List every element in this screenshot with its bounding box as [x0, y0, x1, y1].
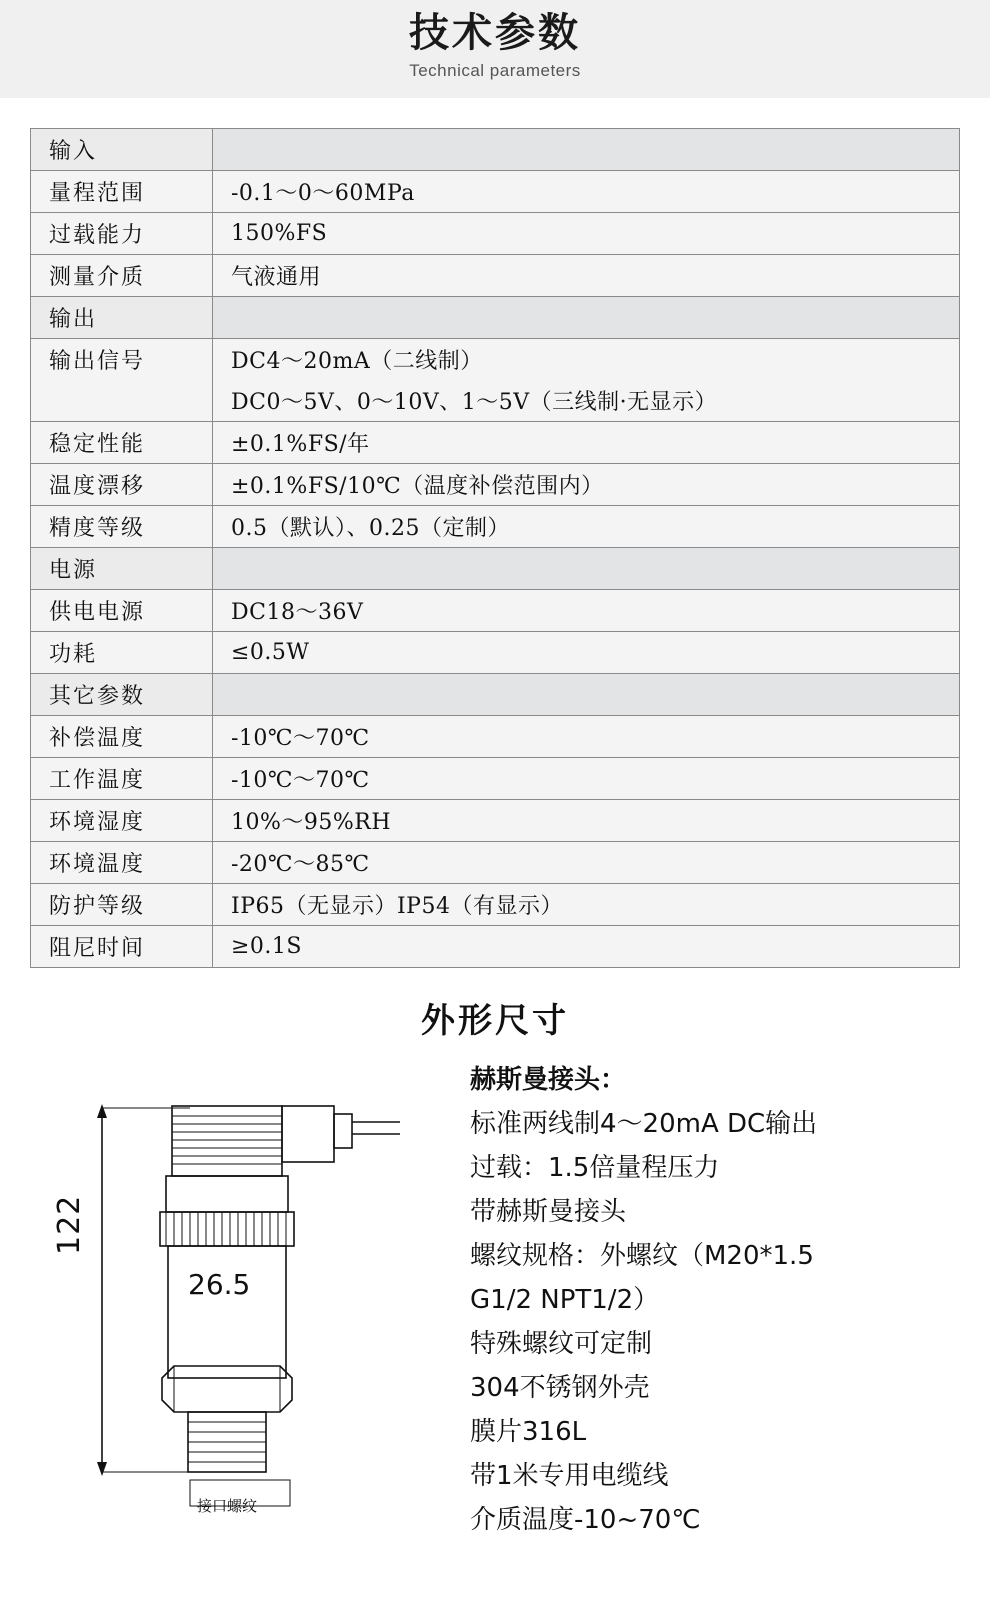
table-row	[31, 171, 960, 213]
description-line: 304不锈钢外壳	[470, 1373, 650, 1403]
param-value: 10%～95%RH	[213, 800, 960, 842]
table-row	[31, 464, 960, 506]
table-row	[31, 842, 960, 884]
param-value: ±0.1%FS/年	[213, 422, 960, 464]
param-value: -20℃～85℃	[213, 842, 960, 884]
param-value: 0.5（默认）、0.25（定制）	[213, 506, 960, 548]
table-row	[31, 758, 960, 800]
param-value: DC18～36V	[213, 590, 960, 632]
param-label: 量程范围	[31, 171, 213, 213]
description-line: 带赫斯曼接头	[470, 1197, 627, 1227]
param-value: -10℃～70℃	[213, 758, 960, 800]
table-row	[31, 297, 960, 339]
spec-table-container	[30, 128, 960, 968]
param-value: 气液通用	[213, 255, 960, 297]
description-line: 赫斯曼接头：	[470, 1065, 627, 1095]
dimensions-title: 外形尺寸	[421, 1001, 569, 1041]
description-line: 介质温度-10~70℃	[470, 1505, 701, 1535]
param-value: ≥0.1S	[213, 926, 960, 968]
thread-callout-label: 接口螺纹	[197, 1497, 258, 1515]
param-label: 电源	[31, 548, 213, 590]
table-row	[31, 674, 960, 716]
param-value: ±0.1%FS/10℃（温度补偿范围内）	[213, 464, 960, 506]
param-label: 补偿温度	[31, 716, 213, 758]
param-label: 精度等级	[31, 506, 213, 548]
param-label: 供电电源	[31, 590, 213, 632]
param-value	[213, 674, 960, 716]
param-label: 工作温度	[31, 758, 213, 800]
table-row	[31, 884, 960, 926]
param-label: 输出信号	[31, 339, 213, 381]
description-line: 带1米专用电缆线	[470, 1461, 669, 1491]
param-value: DC4～20mA（二线制）	[213, 339, 960, 381]
diameter-dimension-label: 26.5	[188, 1268, 251, 1301]
page-subtitle: Technical parameters	[409, 61, 581, 80]
param-label: 稳定性能	[31, 422, 213, 464]
param-value	[213, 548, 960, 590]
param-label: 防护等级	[31, 884, 213, 926]
param-value: IP65（无显示）IP54（有显示）	[213, 884, 960, 926]
description-line: G1/2 NPT1/2）	[470, 1285, 660, 1315]
sensor-outline-svg	[40, 1090, 440, 1530]
description-line: 螺纹规格：外螺纹（M20*1.5	[470, 1241, 814, 1271]
param-value: -0.1～0～60MPa	[213, 171, 960, 213]
param-label: 功耗	[31, 632, 213, 674]
param-value-continued: DC0～5V、0～10V、1～5V（三线制·无显示）	[213, 380, 960, 422]
height-dimension-label: 122	[52, 1194, 87, 1255]
table-row	[31, 506, 960, 548]
page-header	[0, 0, 990, 98]
table-row	[31, 129, 960, 171]
param-label: 其它参数	[31, 674, 213, 716]
product-description-list	[470, 1058, 970, 1542]
table-row	[31, 716, 960, 758]
param-label: 温度漂移	[31, 464, 213, 506]
page-title: 技术参数	[409, 10, 581, 56]
param-label: 环境湿度	[31, 800, 213, 842]
table-row	[31, 213, 960, 255]
param-label-continued	[31, 380, 213, 422]
param-value: -10℃～70℃	[213, 716, 960, 758]
description-line: 特殊螺纹可定制	[470, 1329, 653, 1359]
table-row	[31, 926, 960, 968]
table-row	[31, 422, 960, 464]
technical-parameters-table	[30, 128, 960, 968]
param-label: 输出	[31, 297, 213, 339]
product-dimension-drawing	[40, 1090, 440, 1530]
param-label: 过载能力	[31, 213, 213, 255]
param-label: 输入	[31, 129, 213, 171]
table-row	[31, 590, 960, 632]
param-value	[213, 297, 960, 339]
param-label: 环境温度	[31, 842, 213, 884]
param-label: 阻尼时间	[31, 926, 213, 968]
param-label: 测量介质	[31, 255, 213, 297]
table-row	[31, 632, 960, 674]
description-line: 过载：1.5倍量程压力	[470, 1153, 720, 1183]
description-line: 膜片316L	[470, 1417, 587, 1447]
param-value: ≤0.5W	[213, 632, 960, 674]
table-row	[31, 255, 960, 297]
description-line: 标准两线制4～20mA DC输出	[470, 1109, 818, 1139]
table-row	[31, 548, 960, 590]
table-row	[31, 339, 960, 381]
param-value	[213, 129, 960, 171]
table-row	[31, 800, 960, 842]
param-value: 150%FS	[213, 213, 960, 255]
table-row	[31, 380, 960, 422]
